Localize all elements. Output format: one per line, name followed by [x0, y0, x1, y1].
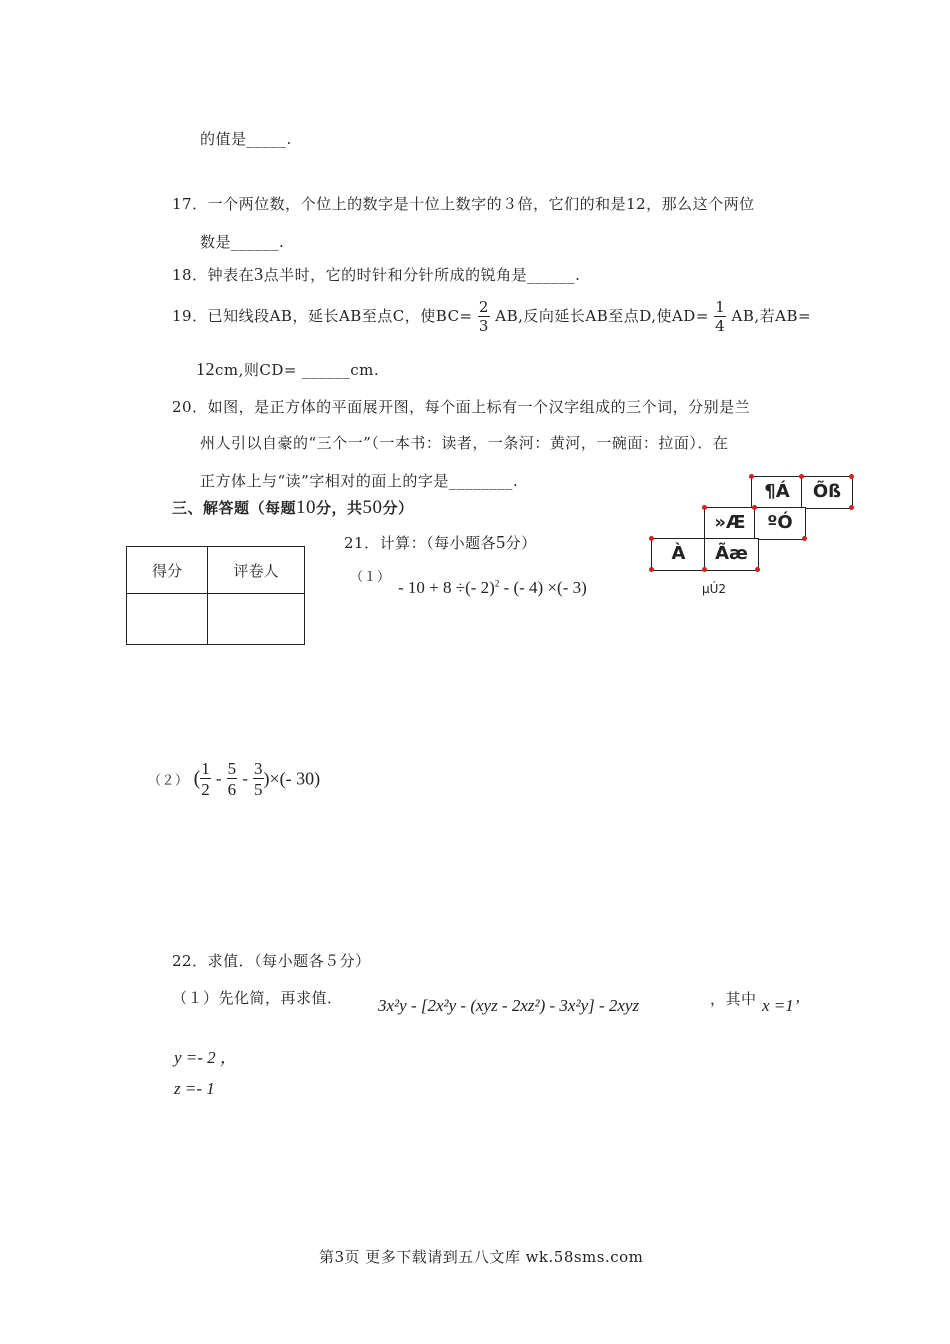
score-header: 得分	[127, 547, 208, 594]
q22-x-value: x =1’	[762, 996, 800, 1015]
q19-ab-value: 12	[196, 359, 215, 379]
page-footer: 第3页 更多下载请到五八文库 wk.58sms.com	[319, 1248, 644, 1266]
q21-p1-exponent: 2	[494, 578, 500, 589]
section3-pre: 三、解答题（每题	[172, 499, 297, 517]
q21-p2-frac2-den: 6	[227, 780, 237, 799]
q19-post: AB,若AB=	[731, 307, 812, 325]
vertex-dot	[702, 505, 707, 510]
q18-num: 3	[254, 264, 264, 284]
section3-points-each: 10	[296, 497, 317, 518]
q19-mid: AB,反向延长AB至点D,使AD=	[495, 307, 709, 325]
cube-face-6: Ãæ	[704, 538, 759, 571]
q22-z-value: z =- 1	[174, 1079, 215, 1098]
q21-p2-frac1	[200, 760, 211, 798]
q21-p2-open-paren: (	[193, 767, 201, 790]
q21-part1-expression	[398, 578, 587, 598]
cube-face-2: Õß	[801, 476, 853, 509]
section3-post: 分）	[382, 499, 414, 517]
q19-line2	[196, 359, 379, 380]
vertex-dot	[649, 536, 654, 541]
q19-fraction-bc	[478, 300, 490, 334]
q21-part2	[148, 760, 320, 798]
vertex-dot	[749, 474, 754, 479]
q22-part1-expression: 3x²y - [2x²y - (xyz - 2xz²) - 3x²y] - 2xyz	[378, 996, 640, 1015]
vertex-dot	[755, 567, 760, 572]
vertex-dot	[752, 505, 757, 510]
vertex-dot	[649, 567, 654, 572]
q18	[172, 264, 580, 285]
q20-line3: 正方体上与“读”字相对的面上的字是________.	[200, 472, 519, 490]
q19-fraction-ad	[714, 300, 726, 334]
section3-heading	[172, 497, 414, 519]
q21-p1-expr-a: - 10 + 8 ÷(- 2)	[398, 578, 495, 597]
vertex-dot	[849, 505, 854, 510]
q21-p2-frac2	[227, 760, 238, 798]
q22-title: 22．求值．（每小题各５分）	[172, 952, 371, 970]
q22-y-value: y =- 2 ，	[174, 1048, 237, 1067]
q19-pre: 19．已知线段AB，延长AB至点C，使BC=	[172, 307, 473, 325]
q21-title-post: 分）	[505, 534, 537, 552]
q19-frac2-num: 1	[715, 298, 726, 316]
q17-line2: 数是______.	[200, 233, 285, 251]
cube-face-3: »Æ	[704, 507, 756, 540]
q21-p2-tail: )×(- 30)	[263, 768, 321, 789]
vertex-dot	[702, 567, 707, 572]
vertex-dot	[802, 536, 807, 541]
vertex-dot	[799, 474, 804, 479]
score-cell[interactable]	[127, 594, 208, 645]
q21-p2-frac3	[253, 760, 264, 798]
q21-p2-frac3-den: 5	[254, 780, 263, 799]
q21-p2-minus: -	[215, 769, 222, 788]
section3-points-total: 50	[362, 497, 383, 518]
q19-frac2-den: 4	[715, 317, 726, 335]
q21-p2-frac2-num: 5	[227, 759, 237, 778]
q21-part1-label: （１）	[350, 570, 391, 585]
q20-line1: 20．如图，是正方体的平面展开图，每个面上标有一个汉字组成的三个词，分别是兰	[172, 398, 751, 416]
q19-frac1-den: 3	[478, 317, 489, 335]
q21-p1-expr-b: - (- 4) ×(- 3)	[499, 578, 587, 597]
q21-part2-label: （２）	[148, 773, 189, 789]
q17-line1: 17．一个两位数，个位上的数字是十位上数字的３倍，它们的和是12，那么这个两位	[172, 195, 755, 213]
grader-cell[interactable]	[208, 594, 305, 645]
vertex-dot	[849, 474, 854, 479]
q21-p2-minus: -	[242, 769, 248, 788]
q21-title-pre: 21．计算：（每小题各	[344, 534, 497, 552]
q19-line1	[172, 300, 811, 334]
grader-header: 评卷人	[208, 547, 305, 594]
q19-line2-text: cm,则CD= ______cm.	[215, 361, 380, 379]
q21-title-num: 5	[496, 532, 506, 552]
q21-p2-frac1-num: 1	[201, 759, 210, 778]
q21-title	[344, 532, 537, 553]
cube-net-caption: µÚ2	[702, 582, 727, 596]
cube-face-4: ºÓ	[754, 507, 806, 540]
q22-part1-text: （１）先化简，再求值．	[172, 989, 343, 1007]
q19-frac1-num: 2	[478, 298, 489, 316]
section3-mid: 分，共	[316, 499, 363, 517]
score-table	[126, 546, 305, 645]
cube-face-5: À	[651, 538, 706, 571]
cube-face-1: ¶Á	[751, 476, 803, 509]
q18-post: 点半时，它的时针和分针所成的锐角是______.	[263, 266, 581, 284]
q18-pre: 18．钟表在	[172, 266, 255, 284]
q22-where: ，其中	[710, 990, 757, 1008]
q16-tail: 的值是_____.	[200, 130, 292, 148]
q21-p2-frac3-num: 3	[254, 759, 263, 778]
q20-line2: 州人引以自豪的“三个一”（一本书：读者，一条河：黄河，一碗面：拉面）．在	[200, 434, 729, 452]
q21-p2-frac1-den: 2	[201, 780, 210, 799]
